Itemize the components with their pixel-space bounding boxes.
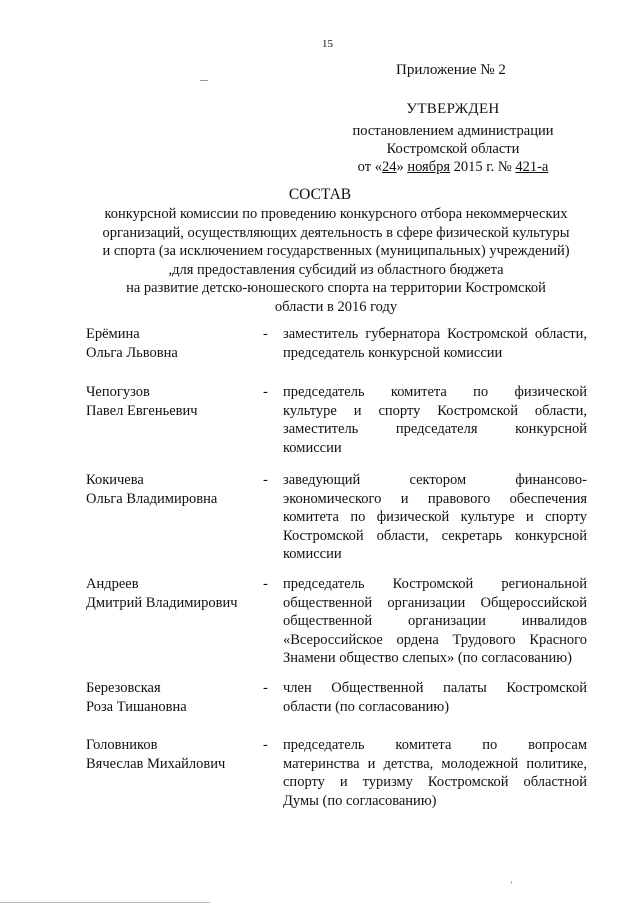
member-given-names: Вячеслав Михайлович [86,755,226,772]
role-line: член Общественной палаты Костромской [283,680,587,696]
role-line: материнства и детства, молодежной политике, [283,755,587,772]
approved-line-2: Костромской области [386,141,520,157]
member-name [86,383,261,420]
role-line: Костромской области, секретарь конкурсной [283,527,587,544]
subtitle-line: организаций, осуществляющих деятельность в сфере физической культуры [102,224,570,241]
document-title: СОСТАВ [288,186,352,203]
subtitle-line: и спорта (за исключением государственных (муниципальных) учреждений) [102,243,570,259]
date-day: 24 [381,159,397,175]
approved-line-1: постановлением администрации [352,123,554,139]
role-line: Знамени общество слепых» (по согласованию) [283,650,572,666]
subtitle-line: конкурсной комиссии по проведению конкурсного отбора некоммерческих [104,206,568,222]
member-surname: Кокичева [86,472,144,488]
member-surname: Головников [86,737,158,753]
role-line: спорту и туризму Костромской областной [283,774,587,790]
member-role [283,679,587,716]
document-subtitle [72,205,600,316]
date-mid: » [396,159,408,175]
subtitle-line: на развитие детско-юношеского спорта на территории Костромской [126,280,546,296]
member-name [86,575,261,612]
dash-separator: - [263,326,268,342]
dash-separator: - [263,737,268,753]
scan-edge-line [0,902,210,903]
role-line: культуре и спорту Костромской области, [283,402,587,419]
page-number: 15 [322,38,333,50]
role-line: заместитель губернатора Костромской области, [283,326,587,342]
dash-separator: - [263,680,268,696]
member-name [86,736,261,773]
role-line: председатель Костромской региональной [283,576,587,592]
role-line: комиссии [283,439,342,456]
member-role [283,383,587,457]
member-name [86,471,261,508]
member-role [283,325,587,362]
member-given-names: Ольга Львовна [86,344,178,361]
date-month: ноября [407,159,451,175]
member-surname: Чепогузов [86,384,150,400]
decree-number: 421-а [515,159,549,175]
member-role [283,575,587,668]
role-line: председатель комитета по вопросам [283,737,587,753]
member-name [86,679,261,716]
role-line: заведующий сектором финансово- [283,472,587,488]
approval-stamp-block [338,100,568,176]
member-given-names: Павел Евгеньевич [86,402,198,419]
dash-separator: - [263,576,268,592]
member-surname: Андреев [86,576,139,592]
member-surname: Березовская [86,680,161,696]
member-given-names: Ольга Владимировна [86,490,218,507]
date-year: 2015 г. № [450,159,516,175]
dash-separator: - [263,472,268,488]
role-line: комиссии [283,546,342,562]
dash-separator: - [263,384,268,400]
member-given-names: Роза Тишановна [86,698,187,715]
member-role [283,471,587,564]
approved-title: УТВЕРЖДЕН [406,101,500,117]
role-line: председатель конкурсной комиссии [283,344,503,361]
role-line: Думы (по согласованию) [283,792,437,809]
role-line: области (по согласованию) [283,698,450,715]
member-surname: Ерёмина [86,326,140,342]
role-line: председатель комитета по физической [283,384,587,400]
approved-date-line [338,158,568,176]
role-line: общественной организации инвалидов [283,613,587,629]
subtitle-line: области в 2016 году [274,298,398,315]
role-line: «Всероссийское ордена Трудового Красного [283,631,587,648]
scan-speck: ʼ [510,880,513,890]
subtitle-line: ,для предоставления субсидий из областного бюджета [168,261,504,278]
member-given-names: Дмитрий Владимирович [86,594,238,611]
appendix-label: Приложение № 2 [396,62,506,78]
scan-speck [200,80,208,81]
role-line: экономического и правового обеспечения [283,490,587,507]
role-line: общественной организации Общероссийской [283,594,587,611]
date-prefix: от « [357,159,382,175]
role-line: комитета по физической культуре и спорту [283,509,587,525]
role-line: заместитель председателя конкурсной [283,421,587,437]
member-name [86,325,261,362]
member-role [283,736,587,810]
